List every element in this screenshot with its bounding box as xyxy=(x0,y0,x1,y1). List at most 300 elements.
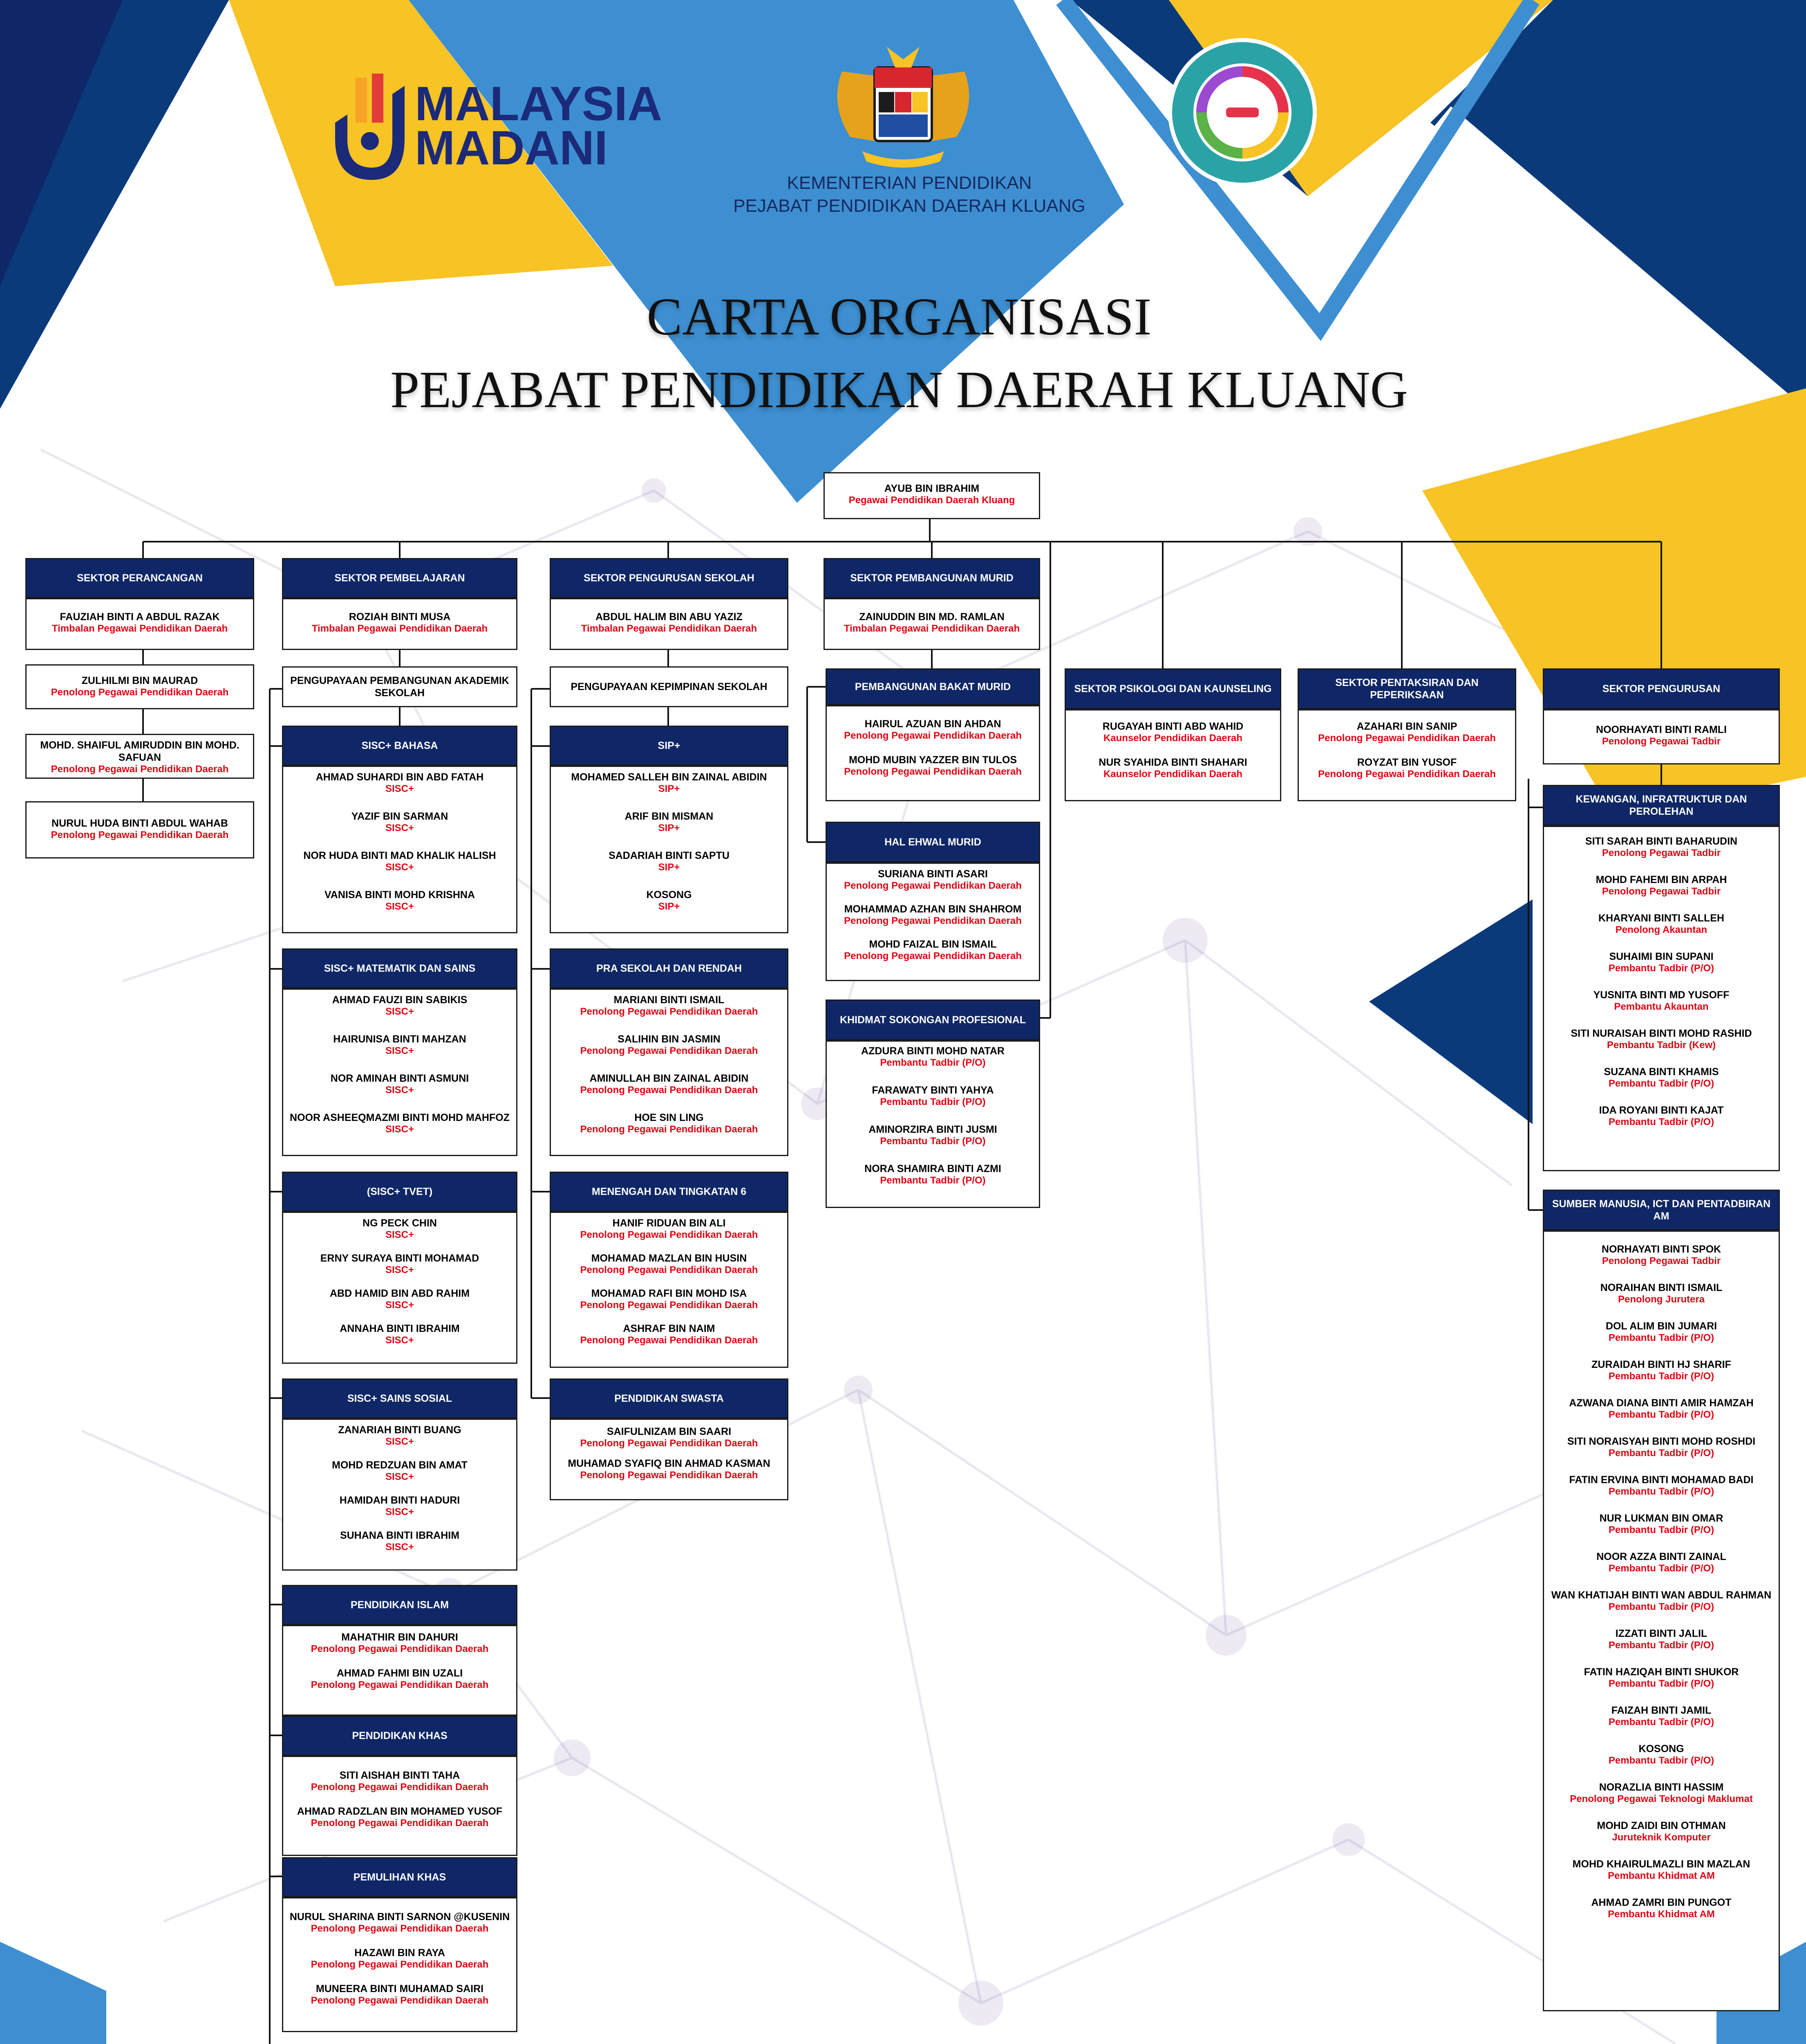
person-name: IZZATI BINTI JALIL xyxy=(1615,1628,1708,1639)
group-members xyxy=(1543,826,1780,1171)
member-entry xyxy=(1544,1589,1779,1613)
person-name: NORAIHAN BINTI ISMAIL xyxy=(1600,1282,1723,1293)
member-entry xyxy=(283,1424,516,1448)
member-entry xyxy=(827,718,1039,742)
person-position: SISC+ xyxy=(385,1006,414,1017)
person-name: VANISA BINTI MOHD KRISHNA xyxy=(324,889,475,901)
person-name: MOHD FAHEMI BIN ARPAH xyxy=(1596,874,1727,885)
person-position: Pembantu Tadbir (P/O) xyxy=(1608,1332,1714,1343)
person-name: FATIN HAZIQAH BINTI SHUKOR xyxy=(1584,1666,1739,1678)
person-position: SIP+ xyxy=(658,783,680,794)
person-name: MOHAMMAD AZHAN BIN SHAHROM xyxy=(844,903,1022,915)
person-name: ZAINUDDIN BIN MD. RAMLAN xyxy=(859,611,1005,623)
person-name: MOHD. SHAIFUL AMIRUDDIN BIN MOHD. SAFUAN xyxy=(40,740,239,763)
group-title: SISC+ MATEMATIK DAN SAINS xyxy=(282,948,517,988)
person-name: ARIF BIN MISMAN xyxy=(624,811,714,822)
person-position: Pembantu Tadbir (P/O) xyxy=(1608,963,1714,974)
person-position: Pegawai Pendidikan Daerah Kluang xyxy=(848,495,1015,506)
person-name: SITI AISHAH BINTI TAHA xyxy=(339,1770,460,1781)
group-title: KHIDMAT SOKONGAN PROFESIONAL xyxy=(826,1000,1040,1040)
sector-perancangan-title: SEKTOR PERANCANGAN xyxy=(25,558,254,598)
group-members xyxy=(282,1212,517,1364)
group-title: SIP+ xyxy=(550,726,788,766)
person-name: NURUL HUDA BINTI ABDUL WAHAB xyxy=(51,818,228,829)
sector-pembelajaran-title: SEKTOR PEMBELAJARAN xyxy=(282,558,517,598)
group-members xyxy=(1065,709,1281,801)
person-position: Penolong Pegawai Teknologi Maklumat xyxy=(1570,1793,1753,1804)
group-title: KEWANGAN, INFRATRUKTUR DAN PEROLEHAN xyxy=(1543,785,1780,826)
person-name: ROZIAH BINTI MUSA xyxy=(349,611,451,623)
person-name: ZANARIAH BINTI BUANG xyxy=(338,1424,461,1436)
member-entry xyxy=(1544,1551,1779,1574)
member-entry xyxy=(827,1123,1039,1147)
person-position: Penolong Jurutera xyxy=(1618,1294,1705,1305)
person-position: Penolong Pegawai Pendidikan Daerah xyxy=(1318,733,1496,744)
member-entry xyxy=(1544,1743,1779,1766)
person-name: HAMIDAH BINTI HADURI xyxy=(339,1495,460,1506)
group-title: PENDIDIKAN KHAS xyxy=(282,1716,517,1756)
person-position: Pembantu Tadbir (P/O) xyxy=(1608,1371,1714,1382)
person-name: MOHD KHAIRULMAZLI BIN MAZLAN xyxy=(1572,1858,1750,1870)
person-name: HANIF RIDUAN BIN ALI xyxy=(612,1217,726,1229)
member-entry xyxy=(1544,1820,1779,1843)
member-entry xyxy=(283,1494,516,1518)
member-entry xyxy=(1544,1104,1779,1128)
member-entry xyxy=(551,889,787,912)
member-entry xyxy=(551,1217,787,1241)
person-position: Penolong Pegawai Pendidikan Daerah xyxy=(311,1923,489,1934)
person-name: SUHANA BINTI IBRAHIM xyxy=(340,1530,460,1541)
sector-pengurusan-sekolah-head xyxy=(550,598,788,650)
member-entry xyxy=(1544,1320,1779,1344)
group-members xyxy=(282,1897,517,2032)
person-name: MOHD REDZUAN BIN AMAT xyxy=(332,1459,468,1471)
member-entry xyxy=(283,1322,516,1346)
person-name: HAIRUNISA BINTI MAHZAN xyxy=(333,1033,466,1045)
member-entry xyxy=(1544,1858,1779,1882)
person-position: Kaunselor Pendidikan Daerah xyxy=(1103,769,1243,780)
page-title: CARTA ORGANISASI xyxy=(647,287,1152,346)
person-name: YUSNITA BINTI MD YUSOFF xyxy=(1593,989,1730,1001)
member-entry xyxy=(283,1911,516,1934)
person-name: NORA SHAMIRA BINTI AZMI xyxy=(864,1163,1001,1174)
person-position: Penolong Pegawai Pendidikan Daerah xyxy=(1318,769,1496,780)
person-position: Pembantu Tadbir (P/O) xyxy=(880,1057,986,1068)
person-position: Penolong Akauntan xyxy=(1615,924,1708,935)
member-entry xyxy=(283,1287,516,1311)
group-title: PEMBANGUNAN BAKAT MURID xyxy=(826,668,1040,705)
person-position: SISC+ xyxy=(385,1506,414,1517)
person-name: SUZANA BINTI KHAMIS xyxy=(1604,1066,1719,1078)
member-entry xyxy=(283,1112,516,1135)
person-position: Penolong Pegawai Pendidikan Daerah xyxy=(311,1643,489,1654)
person-position: Penolong Pegawai Pendidikan Daerah xyxy=(844,730,1022,741)
person-name: KOSONG xyxy=(1638,1743,1684,1755)
person-name: DOL ALIM BIN JUMARI xyxy=(1605,1320,1717,1332)
group-members xyxy=(282,988,517,1156)
member-entry xyxy=(283,1631,516,1655)
person-position: SISC+ xyxy=(385,1471,414,1482)
person-name: MAHATHIR BIN DAHURI xyxy=(341,1632,458,1643)
sector-psikologi-title: SEKTOR PSIKOLOGI DAN KAUNSELING xyxy=(1065,668,1281,709)
person-name: AHMAD RADZLAN BIN MOHAMED YUSOF xyxy=(297,1806,503,1817)
person-name: HAZAWI BIN RAYA xyxy=(354,1947,445,1959)
member-entry xyxy=(827,1163,1039,1186)
person-position: Pembantu Tadbir (P/O) xyxy=(880,1096,986,1107)
district-officer-box xyxy=(824,472,1040,519)
person-name: NUR LUKMAN BIN OMAR xyxy=(1599,1513,1723,1524)
member-entry xyxy=(551,1033,787,1057)
group-members xyxy=(550,1212,788,1368)
person-name: YAZIF BIN SARMAN xyxy=(351,811,448,822)
person-position: Penolong Pegawai Pendidikan Daerah xyxy=(580,1085,758,1096)
group-members xyxy=(1298,709,1516,801)
member-entry xyxy=(551,849,787,873)
person-name: AHMAD FAUZI BIN SABIKIS xyxy=(332,994,468,1006)
person-position: Penolong Pegawai Pendidikan Daerah xyxy=(580,1470,758,1481)
member-entry xyxy=(1544,912,1779,936)
member-entry xyxy=(827,938,1039,962)
person-position: SISC+ xyxy=(385,1300,414,1311)
member-entry xyxy=(1544,874,1779,897)
person-position: Pembantu Tadbir (P/O) xyxy=(1608,1524,1714,1535)
person-name: NURUL SHARINA BINTI SARNON @KUSENIN xyxy=(289,1911,510,1923)
member-entry xyxy=(1544,1512,1779,1536)
member-entry xyxy=(1544,989,1779,1013)
member-entry xyxy=(283,1072,516,1096)
member-entry xyxy=(551,1457,787,1481)
member-entry xyxy=(283,1667,516,1691)
person-name: NOR HUDA BINTI MAD KHALIK HALISH xyxy=(303,850,496,861)
person-name: NOOR AZZA BINTI ZAINAL xyxy=(1596,1551,1726,1562)
member-entry xyxy=(551,1287,787,1311)
person-position: SISC+ xyxy=(385,862,414,873)
person-position: Pembantu Tadbir (P/O) xyxy=(880,1136,986,1147)
person-position: SISC+ xyxy=(385,1124,414,1135)
person-position: SISC+ xyxy=(385,1045,414,1056)
person-name: NOORHAYATI BINTI RAMLI xyxy=(1596,724,1727,735)
person-position: Penolong Pegawai Pendidikan Daerah xyxy=(311,1959,489,1970)
person-name: AZDURA BINTI MOHD NATAR xyxy=(861,1045,1005,1057)
group-members xyxy=(550,1419,788,1500)
person-position: Penolong Pegawai Pendidikan Daerah xyxy=(844,915,1022,926)
person-position: Pembantu Tadbir (Kew) xyxy=(1607,1040,1716,1051)
person-name: MOHAMED SALLEH BIN ZAINAL ABIDIN xyxy=(571,771,767,783)
person-name: NOR AMINAH BINTI ASMUNI xyxy=(330,1073,469,1084)
person-position: Penolong Pegawai Pendidikan Daerah xyxy=(580,1264,758,1275)
person-position: Penolong Pegawai Pendidikan Daerah xyxy=(311,1782,489,1793)
person-position: Penolong Pegawai Pendidikan Daerah xyxy=(311,1679,489,1690)
person-position: Penolong Pegawai Pendidikan Daerah xyxy=(580,1438,758,1449)
person-name: FAUZIAH BINTI A ABDUL RAZAK xyxy=(60,611,220,623)
person-name: AMINULLAH BIN ZAINAL ABIDIN xyxy=(589,1073,749,1084)
person-position: Pembantu Khidmat AM xyxy=(1608,1870,1715,1881)
person-name: ABD HAMID BIN ABD RAHIM xyxy=(329,1288,470,1299)
member-entry xyxy=(551,771,787,795)
member-entry xyxy=(1544,1066,1779,1089)
person-position: Penolong Pegawai Pendidikan Daerah xyxy=(580,1006,758,1017)
person-position: Pembantu Tadbir (P/O) xyxy=(1608,1409,1714,1420)
member-entry xyxy=(551,1112,787,1135)
person-name: AYUB BIN IBRAHIM xyxy=(884,483,980,494)
person-position: Timbalan Pegawai Pendidikan Daerah xyxy=(844,623,1020,634)
person-name: MUHAMAD SYAFIQ BIN AHMAD KASMAN xyxy=(568,1458,770,1469)
group-title: SUMBER MANUSIA, ICT DAN PENTADBIRAN AM xyxy=(1543,1190,1780,1230)
group-members xyxy=(282,1625,517,1716)
person-position: Pembantu Akauntan xyxy=(1614,1001,1709,1012)
member-entry xyxy=(1544,1704,1779,1728)
group-title: HAL EHWAL MURID xyxy=(826,822,1040,863)
person-name: SITI SARAH BINTI BAHARUDIN xyxy=(1585,836,1738,847)
member-entry xyxy=(283,1459,516,1483)
person-name: NOOR ASHEEQMAZMI BINTI MOHD MAHFOZ xyxy=(290,1112,510,1123)
person-position: Penolong Pegawai Pendidikan Daerah xyxy=(580,1229,758,1240)
person-name: IDA ROYANI BINTI KAJAT xyxy=(1599,1105,1724,1116)
member-entry xyxy=(1544,1282,1779,1305)
person-position: SISC+ xyxy=(385,1335,414,1346)
ministry-heading: KEMENTERIAN PENDIDIKAN PEJABAT PENDIDIKAN DAERAH KLUANG xyxy=(733,173,1085,216)
person-position: SISC+ xyxy=(385,901,414,912)
person-name: AHMAD FAHMI BIN UZALI xyxy=(336,1667,463,1679)
person-position: SISC+ xyxy=(385,1436,414,1447)
sector-pentaksiran-title: SEKTOR PENTAKSIRAN DAN PEPERIKSAAN xyxy=(1298,668,1516,709)
member-entry xyxy=(283,1033,516,1057)
person-position: Timbalan Pegawai Pendidikan Daerah xyxy=(581,623,757,634)
malaysia-madani-wordmark: MALAYSIA MADANI xyxy=(415,77,662,175)
person-name: MOHAMAD RAFI BIN MOHD ISA xyxy=(591,1288,747,1299)
person-name: MUNEERA BINTI MUHAMAD SAIRI xyxy=(316,1983,484,1995)
person-position: Penolong Pegawai Pendidikan Daerah xyxy=(51,764,229,775)
person-position: Pembantu Tadbir (P/O) xyxy=(1608,1116,1714,1127)
person-position: Timbalan Pegawai Pendidikan Daerah xyxy=(51,623,228,634)
person-name: MOHD FAIZAL BIN ISMAIL xyxy=(869,939,997,950)
group-title: PENDIDIKAN SWASTA xyxy=(550,1378,788,1419)
person-name: ZULHILMI BIN MAURAD xyxy=(81,675,198,686)
person-position: SIP+ xyxy=(658,901,680,912)
person-position: Pembantu Tadbir (P/O) xyxy=(1608,1486,1714,1497)
person-name: NUR SYAHIDA BINTI SHAHARI xyxy=(1099,757,1247,768)
person-name: ZURAIDAH BINTI HJ SHARIF xyxy=(1591,1359,1731,1370)
person-position: Penolong Pegawai Pendidikan Daerah xyxy=(580,1300,758,1311)
sector-pengurusan-head xyxy=(1543,709,1780,764)
person-name: NORHAYATI BINTI SPOK xyxy=(1601,1244,1721,1255)
person-name: NG PECK CHIN xyxy=(363,1217,437,1229)
member-entry xyxy=(1544,1435,1779,1459)
page-subtitle: PEJABAT PENDIDIKAN DAERAH KLUANG xyxy=(390,361,1408,419)
sector-pembangunan-murid-head xyxy=(824,598,1040,650)
group-title: PENDIDIKAN ISLAM xyxy=(282,1585,517,1625)
member-entry xyxy=(283,1805,516,1829)
person-name: ASHRAF BIN NAIM xyxy=(623,1323,715,1334)
person-position: Penolong Pegawai Tadbir xyxy=(1602,847,1721,858)
member-entry xyxy=(283,1983,516,2006)
person-name: SURIANA BINTI ASARI xyxy=(878,868,988,880)
person-position: SISC+ xyxy=(385,1229,414,1240)
sector-pembelajaran-head xyxy=(282,598,517,650)
member-entry xyxy=(1544,950,1779,974)
member-entry xyxy=(1544,1627,1779,1651)
person-position: Pembantu Tadbir (P/O) xyxy=(1608,1078,1714,1089)
sector-pengurusan-sekolah-title: SEKTOR PENGURUSAN SEKOLAH xyxy=(550,558,788,598)
person-name: AZWANA DIANA BINTI AMIR HAMZAH xyxy=(1569,1397,1754,1409)
member-entry xyxy=(283,1217,516,1241)
member-entry xyxy=(283,1947,516,1970)
person-position: Pembantu Tadbir (P/O) xyxy=(1608,1755,1714,1766)
member-entry xyxy=(283,1529,516,1553)
member-entry xyxy=(551,1425,787,1449)
group-members xyxy=(826,1040,1040,1208)
member-entry xyxy=(1544,1474,1779,1497)
person-position: Penolong Pegawai Tadbir xyxy=(1602,736,1721,747)
member-entry xyxy=(827,868,1039,892)
person-position: Timbalan Pegawai Pendidikan Daerah xyxy=(311,623,488,634)
person-name: AHMAD ZAMRI BIN PUNGOT xyxy=(1591,1897,1732,1908)
person-name: WAN KHATIJAH BINTI WAN ABDUL RAHMAN xyxy=(1551,1589,1772,1601)
sector-pengurusan-title: SEKTOR PENGURUSAN xyxy=(1543,668,1780,709)
person-name: AHMAD SUHARDI BIN ABD FATAH xyxy=(316,771,484,783)
member-entry xyxy=(1544,1243,1779,1267)
member-entry xyxy=(1544,1397,1779,1421)
person-position: SISC+ xyxy=(385,1085,414,1096)
member-entry xyxy=(827,903,1039,927)
member-entry xyxy=(1544,1027,1779,1051)
member-entry xyxy=(1544,1896,1779,1920)
person-name: KOSONG xyxy=(646,889,692,901)
member-entry xyxy=(1544,1358,1779,1382)
person-position: Penolong Pegawai Pendidikan Daerah xyxy=(311,1818,489,1829)
member-entry xyxy=(1299,756,1515,780)
person-position: SISC+ xyxy=(385,823,414,834)
member-entry xyxy=(1544,835,1779,859)
person-name: FAIZAH BINTI JAMIL xyxy=(1611,1705,1712,1716)
perancangan-staff-card xyxy=(25,801,254,858)
person-position: Penolong Pegawai Pendidikan Daerah xyxy=(844,880,1022,891)
group-members xyxy=(550,766,788,933)
person-position: SISC+ xyxy=(385,783,414,794)
group-members xyxy=(550,988,788,1156)
person-position: Penolong Pegawai Tadbir xyxy=(1602,1255,1721,1266)
person-position: SIP+ xyxy=(658,862,680,873)
group-title: SISC+ BAHASA xyxy=(282,726,517,766)
person-position: Kaunselor Pendidikan Daerah xyxy=(1103,733,1243,744)
person-name: MOHD ZAIDI BIN OTHMAN xyxy=(1597,1820,1726,1831)
group-members xyxy=(826,863,1040,981)
person-name: SAIFULNIZAM BIN SAARI xyxy=(606,1426,732,1437)
member-entry xyxy=(283,771,516,795)
perancangan-staff-card xyxy=(25,734,254,779)
person-position: Pembantu Tadbir (P/O) xyxy=(1608,1717,1714,1728)
person-name: SITI NURAISAH BINTI MOHD RASHID xyxy=(1571,1028,1752,1039)
person-position: Penolong Pegawai Pendidikan Daerah xyxy=(51,829,229,840)
person-position: SIP+ xyxy=(658,823,680,834)
group-title: (SISC+ TVET) xyxy=(282,1172,517,1212)
member-entry xyxy=(551,1252,787,1276)
person-position: Penolong Pegawai Pendidikan Daerah xyxy=(844,950,1022,961)
person-position: Pembantu Tadbir (P/O) xyxy=(1608,1601,1714,1612)
group-members xyxy=(282,766,517,933)
person-name: SALIHIN BIN JASMIN xyxy=(618,1033,721,1045)
group-members xyxy=(282,1756,517,1856)
member-entry xyxy=(283,994,516,1018)
group-title: MENENGAH DAN TINGKATAN 6 xyxy=(550,1172,788,1212)
group-title: PRA SEKOLAH DAN RENDAH xyxy=(550,948,788,988)
person-position: Penolong Pegawai Tadbir xyxy=(1602,886,1721,897)
pembelajaran-unit: PENGUPAYAAN PEMBANGUNAN AKADEMIK SEKOLAH xyxy=(282,666,517,707)
person-position: Juruteknik Komputer xyxy=(1612,1832,1711,1843)
person-position: Penolong Pegawai Pendidikan Daerah xyxy=(580,1124,758,1135)
person-name: MOHAMAD MAZLAN BIN HUSIN xyxy=(591,1253,747,1264)
person-position: Pembantu Khidmat AM xyxy=(1608,1909,1715,1920)
person-name: SADARIAH BINTI SAPTU xyxy=(609,850,730,861)
person-position: Penolong Pegawai Pendidikan Daerah xyxy=(844,766,1022,777)
person-position: Pembantu Tadbir (P/O) xyxy=(880,1175,986,1186)
person-position: Penolong Pegawai Pendidikan Daerah xyxy=(580,1045,758,1056)
member-entry xyxy=(551,1322,787,1346)
group-title: SISC+ SAINS SOSIAL xyxy=(282,1378,517,1419)
person-position: Pembantu Tadbir (P/O) xyxy=(1608,1563,1714,1574)
person-name: ABDUL HALIM BIN ABU YAZIZ xyxy=(595,611,743,623)
person-position: Pembantu Tadbir (P/O) xyxy=(1608,1640,1714,1651)
member-entry xyxy=(1544,1666,1779,1690)
person-name: NORAZLIA BINTI HASSIM xyxy=(1599,1782,1724,1793)
person-name: ERNY SURAYA BINTI MOHAMAD xyxy=(320,1253,479,1264)
sector-perancangan-head xyxy=(25,598,254,650)
pengurusan-sekolah-unit: PENGUPAYAAN KEPIMPINAN SEKOLAH xyxy=(550,666,788,707)
member-entry xyxy=(551,810,787,834)
member-entry xyxy=(1544,1781,1779,1805)
member-entry xyxy=(551,994,787,1018)
group-members xyxy=(282,1419,517,1571)
person-position: Penolong Pegawai Pendidikan Daerah xyxy=(51,687,229,698)
group-title: PEMULIHAN KHAS xyxy=(282,1857,517,1897)
sector-pembangunan-murid-title: SEKTOR PEMBANGUNAN MURID xyxy=(824,558,1040,598)
member-entry xyxy=(283,849,516,873)
group-members xyxy=(826,705,1040,801)
person-position: Pembantu Tadbir (P/O) xyxy=(1608,1448,1714,1459)
perancangan-staff-card xyxy=(25,664,254,709)
member-entry xyxy=(551,1072,787,1096)
member-entry xyxy=(283,1769,516,1793)
group-members xyxy=(1543,1230,1780,2011)
member-entry xyxy=(283,889,516,912)
person-name: ANNAHA BINTI IBRAHIM xyxy=(340,1323,460,1334)
person-name: AMINORZIRA BINTI JUSMI xyxy=(868,1124,997,1135)
person-position: SISC+ xyxy=(385,1542,414,1553)
person-name: FARAWATY BINTI YAHYA xyxy=(872,1085,994,1096)
person-position: Penolong Pegawai Pendidikan Daerah xyxy=(311,1995,489,2006)
person-name: HOE SIN LING xyxy=(634,1112,704,1123)
person-position: Pembantu Tadbir (P/O) xyxy=(1608,1678,1714,1689)
person-position: Penolong Pegawai Pendidikan Daerah xyxy=(580,1335,758,1346)
member-entry xyxy=(1066,720,1280,744)
person-name: HAIRUL AZUAN BIN AHDAN xyxy=(864,718,1001,730)
person-name: ROYZAT BIN YUSOF xyxy=(1357,757,1457,768)
member-entry xyxy=(283,810,516,834)
person-name: SUHAIMI BIN SUPANI xyxy=(1609,951,1714,962)
person-name: SITI NORAISYAH BINTI MOHD ROSHDI xyxy=(1567,1436,1756,1447)
member-entry xyxy=(827,1084,1039,1108)
person-name: RUGAYAH BINTI ABD WAHID xyxy=(1102,721,1244,732)
member-entry xyxy=(1066,756,1280,780)
person-name: FATIN ERVINA BINTI MOHAMAD BADI xyxy=(1569,1474,1754,1486)
member-entry xyxy=(827,754,1039,778)
member-entry xyxy=(1299,720,1515,744)
member-entry xyxy=(283,1252,516,1276)
person-name: MOHD MUBIN YAZZER BIN TULOS xyxy=(848,754,1017,766)
person-name: KHARYANI BINTI SALLEH xyxy=(1598,912,1724,924)
member-entry xyxy=(827,1045,1039,1069)
person-name: MARIANI BINTI ISMAIL xyxy=(613,994,725,1006)
